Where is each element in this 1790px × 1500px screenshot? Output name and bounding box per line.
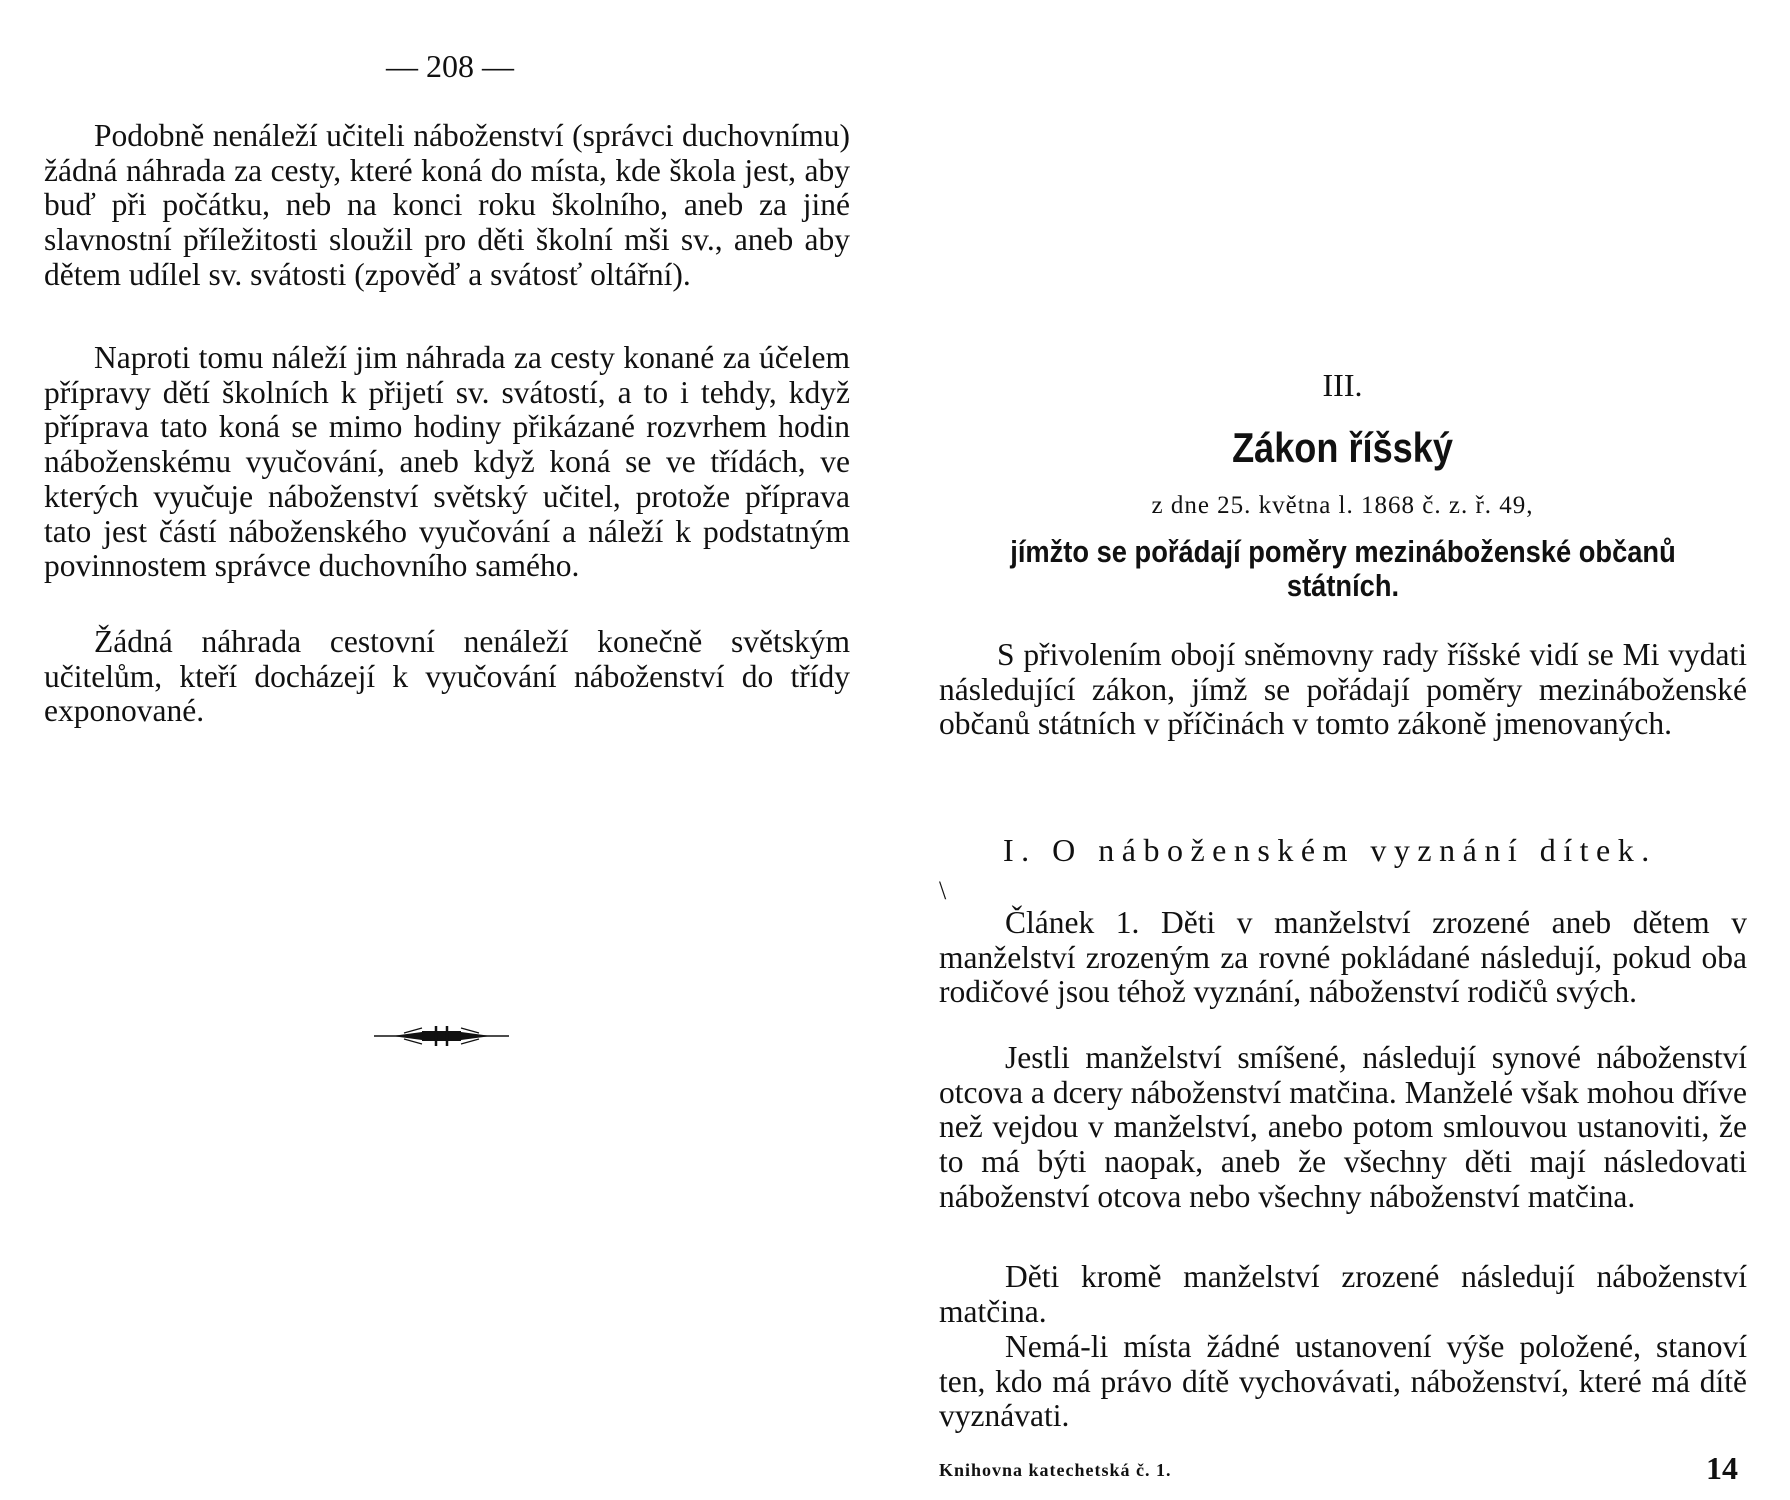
paragraph-3: Žádná náhrada cestovní nenáleží konečně světským učitelům, kteří docházejí k vyučování náboženství do třídy exponované. [44,624,850,729]
article-1-paragraph-1: Článek 1. Děti v manželství zrozené aneb dětem v manželství zrozeným za rovné pokládané následují, pokud oba rodičové jsou téhož vyznání, náboženství rodičů svých. [939,905,1747,1010]
section-heading: I. O náboženském vyznání dítek. [1003,832,1657,868]
roman-numeral: III. [1322,367,1363,403]
article-1-paragraph-3: Děti kromě manželství zrozené následují náboženství matčina. [939,1259,1747,1329]
law-title: Zákon říšský [1232,424,1453,471]
ornament-divider-icon [374,1024,509,1048]
page-number: — 208 — [386,48,514,84]
footer-signature-number: 14 [1706,1450,1738,1486]
footer-series-title: Knihovna katechetská č. 1. [939,1460,1172,1480]
law-subtitle: jímžto se pořádají poměry mezináboženské občanů státních. [1010,534,1676,603]
preamble: S přivolením obojí sněmovny rady říšské vidí se Mi vydati následující zákon, jímž se pořádají poměry mezináboženské občanů státních v příčinách v tomto zákoně jmenovaných. [939,637,1747,742]
law-date: z dne 25. května l. 1868 č. z. ř. 49, [1151,492,1534,519]
stray-mark: \ [939,876,947,905]
paragraph-1: Podobně nenáleží učiteli náboženství (správci duchovnímu) žádná náhrada za cesty, které koná do místa, kde škola jest, aby buď při počátku, neb na konci roku školního, aneb za jiné slavnostní příležitosti sloužil pro děti školní mši sv., aneb aby dětem udílel sv. svátosti (zpověď a svátosť oltářní). [44,118,850,292]
left-page [0,0,890,1500]
paragraph-2: Naproti tomu náleží jim náhrada za cesty konané za účelem přípravy dětí školních k přijetí sv. svátostí, a to i tehdy, když příprava tato koná se mimo hodiny přikázané rozvrhem hodin náboženskému vyučování, aneb když koná se ve třídách, ve kterých vyučuje náboženství světský učitel, protože příprava tato jest částí náboženského vyučování a náleží k podstatným povinnostem správce duchovního samého. [44,340,850,584]
article-1-paragraph-2: Jestli manželství smíšené, následují synové náboženství otcova a dcery náboženství matčina. Manželé však mohou dříve než vejdou v manželství, anebo potom smlouvou ustanoviti, že to má býti naopak, aneb že všechny děti mají následovati náboženství otcova nebo všechny náboženství matčina. [939,1040,1747,1214]
article-1-paragraph-4: Nemá-li místa žádné ustanovení výše položené, stanoví ten, kdo má právo dítě vychovávati, náboženství, které má dítě vyznávati. [939,1329,1747,1434]
right-page [895,0,1790,1500]
